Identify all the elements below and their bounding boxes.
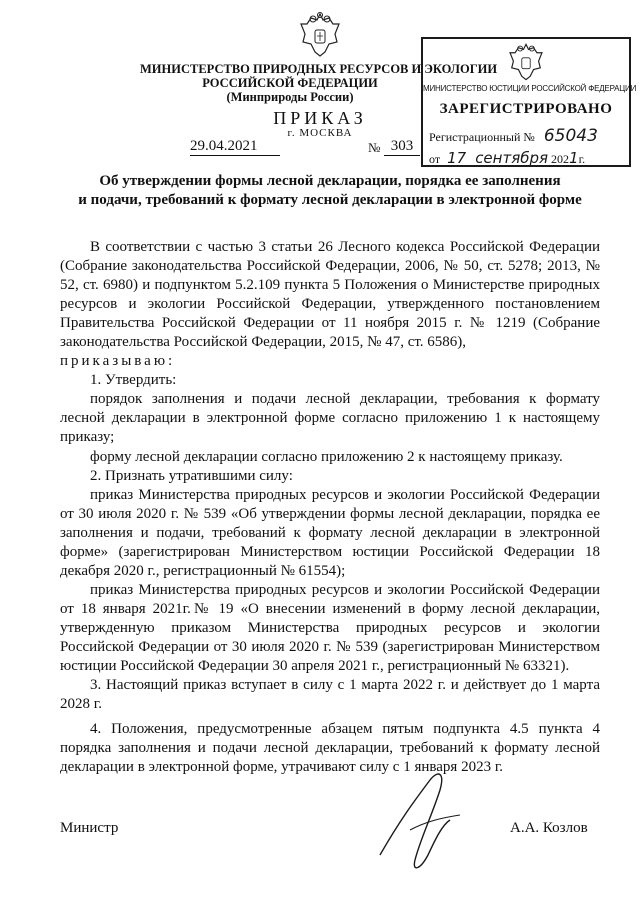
- title-line2: и подачи, требований к формату лесной декларации в электронной форме: [78, 192, 582, 208]
- title-line1: Об утверждении формы лесной декларации, порядка ее заполнения: [99, 173, 561, 189]
- ministry-name-line2: РОССИЙСКОЙ ФЕДЕРАЦИИ: [202, 76, 378, 90]
- stamp-date-line: [429, 149, 585, 167]
- document-title: [60, 172, 600, 210]
- document-body: [60, 238, 600, 777]
- stamp-reg-label: Регистрационный №: [429, 130, 535, 144]
- item-2-heading: 2. Признать утратившими силу:: [90, 467, 293, 484]
- signer-position: Министр: [60, 820, 119, 836]
- item-1-heading: 1. Утвердить:: [90, 372, 177, 389]
- stamp-reg-number: 65043: [543, 126, 598, 146]
- document-number: 303: [384, 138, 420, 156]
- stamp-date-year-suffix: 1: [569, 149, 579, 167]
- city: г. МОСКВА: [287, 127, 353, 139]
- item-1-paragraph-a: порядок заполнения и подачи лесной декларации, требования к формату лесной декларации в электронной форме согласно приложению 1 к настоящему приказу;: [60, 391, 600, 446]
- handwritten-signature: [360, 760, 480, 880]
- stamp-date-month: сентября: [475, 149, 549, 167]
- document-date: 29.04.2021: [190, 138, 280, 156]
- document-type: ПРИКАЗ: [273, 108, 367, 128]
- item-2-paragraph-b: приказ Министерства природных ресурсов и экологии Российской Федерации от 18 января 2021г.№ 19 «О внесении изменений в форму лесной декларации, утвержденную приказом Министерства природных ресурсов и экологии Российской Федерации от 30 июля 2020 г. № 539 (зарегистрирован Министерством юстиции Российской Федерации 30 апреля 2021 г., регистрационный № 63321).: [60, 581, 600, 675]
- item-1-paragraph-b: форму лесной декларации согласно приложению 2 к настоящему приказу.: [90, 448, 563, 465]
- item-2-paragraph-a: приказ Министерства природных ресурсов и экологии Российской Федерации от 30 июля 2020 г. № 539 «Об утверждении формы лесной декларации, порядка ее заполнения и подачи, требований к формату лесной декларации в электронной форме» (зарегистрирован Министерством юстиции Российской Федерации 18 декабря 2020 г., регистрационный № 61554);: [60, 486, 600, 579]
- stamp-date-year-end: г.: [578, 152, 586, 166]
- stamp-reg-line: [429, 126, 598, 146]
- ministry-header: [140, 62, 498, 104]
- item-3-paragraph: 3. Настоящий приказ вступает в силу с 1 марта 2022 г. и действует до 1 марта 2028 г.: [60, 677, 600, 713]
- stamp-date-label: от: [429, 152, 441, 166]
- coat-of-arms-icon: [297, 10, 343, 60]
- stamp-date-day: 17: [447, 149, 467, 167]
- stamp-ministry: МИНИСТЕРСТВО ЮСТИЦИИ РОССИЙСКОЙ ФЕДЕРАЦИИ: [423, 84, 637, 93]
- order-word: приказываю:: [60, 353, 176, 370]
- ministry-short-name: (Минприроды России): [226, 90, 354, 104]
- number-label: №: [368, 140, 381, 155]
- signer-name: А.А. Козлов: [510, 820, 588, 836]
- item-4-paragraph: 4. Положения, предусмотренные абзацем пятым подпункта 4.5 пункта 4 порядка заполнения и подачи лесной декларации, требований к формату лесной декларации в электронной форме, утрачивают силу с 1 января 2023 г.: [60, 721, 600, 776]
- stamp-registered: ЗАРЕГИСТРИРОВАНО: [439, 101, 613, 117]
- ministry-name-line1: МИНИСТЕРСТВО ПРИРОДНЫХ РЕСУРСОВ И ЭКОЛОГИИ: [140, 62, 498, 76]
- stamp-date-year-prefix: 202: [551, 152, 570, 166]
- intro-paragraph: В соответствии с частью 3 статьи 26 Лесного кодекса Российской Федерации (Собрание законодательства Российской Федерации, 2006, № 50, ст. 5278; 2013, № 52, ст. 6980) и подпунктом 5.2.109 пункта 5 Положения о Министерстве природных ресурсов и экологии Российской Федерации, утвержденного постановлением Правительства Российской Федерации от 11 ноября 2015 г. № 1219 (Собрание законодательства Российской Федерации, 2015, № 47, ст. 6586),: [60, 239, 600, 351]
- coat-of-arms-icon: [505, 41, 547, 83]
- registration-stamp: [421, 37, 637, 167]
